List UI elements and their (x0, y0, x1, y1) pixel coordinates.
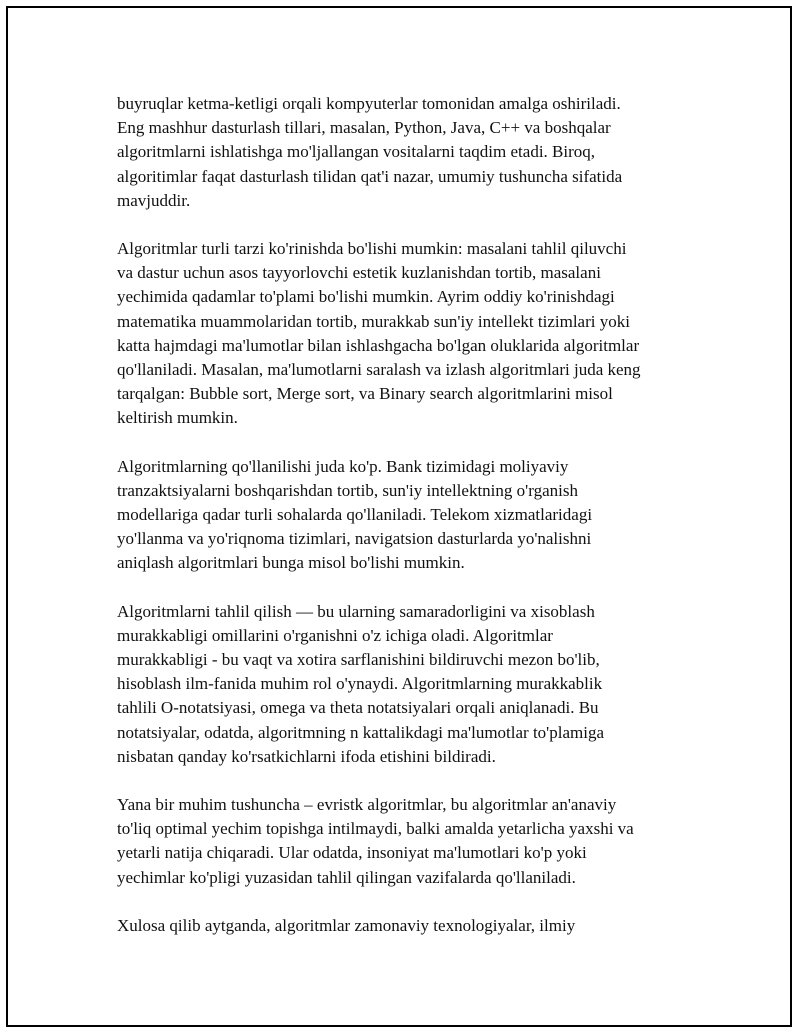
paragraph-algorithm-analysis (117, 600, 692, 769)
text-line: yechimida qadamlar to'plami bo'lishi mumkin. Ayrim oddiy ko'rinishdagi (117, 287, 615, 307)
text-line: to'liq optimal yechim topishga intilmaydi, balki amalda yetarlicha yaxshi va (117, 819, 634, 839)
text-line: qo'llaniladi. Masalan, ma'lumotlarni saralash va izlash algoritmlari juda keng (117, 360, 641, 380)
text-line: keltirish mumkin. (117, 408, 238, 428)
text-line: mavjuddir. (117, 190, 191, 210)
text-line: notatsiyalar, odatda, algoritmning n kattalikdagi ma'lumotlar to'plamiga (117, 722, 604, 742)
text-line: va dastur uchun asos tayyorlovchi estetik kuzlanishdan tortib, masalani (117, 263, 601, 283)
paragraph-algorithm-implementation (117, 92, 692, 213)
paragraph-conclusion (117, 914, 692, 938)
text-line: algoritimlar faqat dasturlash tilidan qat'i nazar, umumiy tushuncha sifatida (117, 166, 623, 186)
text-line: tarqalgan: Bubble sort, Merge sort, va Binary search algoritmlarini misol (117, 384, 613, 404)
text-line: Xulosa qilib aytganda, algoritmlar zamonaviy texnologiyalar, ilmiy (117, 915, 576, 935)
text-line: yo'llanma va yo'riqnoma tizimlari, navigatsion dasturlarda yo'nalishni (117, 529, 592, 549)
text-line: hisoblash ilm-fanida muhim rol o'ynaydi. Algoritmlarning murakkablik (117, 674, 603, 694)
text-line: Algoritmlarning qo'llanilishi juda ko'p. Bank tizimidagi moliyaviy (117, 456, 569, 476)
text-line: algoritmlarni ishlatishga mo'ljallangan vositalarni taqdim etadi. Biroq, (117, 142, 596, 162)
text-line: aniqlash algoritmlari bunga misol bo'lishi mumkin. (117, 553, 465, 573)
document-body (117, 92, 692, 962)
text-line: matematika muammolaridan tortib, murakkab sun'iy intellekt tizimlari yoki (117, 311, 630, 331)
text-line: yechimlar ko'pligi yuzasidan tahlil qilingan vazifalarda qo'llaniladi. (117, 867, 576, 887)
text-line: modellariga qadar turli sohalarda qo'llaniladi. Telekom xizmatlaridagi (117, 505, 593, 525)
text-line: Yana bir muhim tushuncha – evristk algoritmlar, bu algoritmlar an'anaviy (117, 795, 617, 815)
paragraph-heuristic-algorithms (117, 793, 692, 890)
text-line: Algoritmlar turli tarzi ko'rinishda bo'lishi mumkin: masalani tahlil qiluvchi (117, 239, 627, 259)
paragraph-algorithm-applications (117, 455, 692, 576)
text-line: Algoritmlarni tahlil qilish — bu ularning samaradorligini va xisoblash (117, 601, 595, 621)
text-line: murakkabligi - bu vaqt va xotira sarflanishini bildiruvchi mezon bo'lib, (117, 650, 600, 670)
paragraph-algorithm-forms (117, 237, 692, 431)
text-line: nisbatan qanday ko'rsatkichlarni ifoda etishini bildiradi. (117, 746, 496, 766)
text-line: tahlili O-notatsiyasi, omega va theta notatsiyalari orqali aniqlanadi. Bu (117, 698, 599, 718)
text-line: tranzaktsiyalarni boshqarishdan tortib, sun'iy intellektning o'rganish (117, 480, 578, 500)
text-line: katta hajmdagi ma'lumotlar bilan ishlashgacha bo'lgan oluklarida algoritmlar (117, 335, 640, 355)
text-line: murakkabligi omillarini o'rganishni o'z ichiga oladi. Algoritmlar (117, 625, 553, 645)
text-line: buyruqlar ketma-ketligi orqali kompyuterlar tomonidan amalga oshiriladi. (117, 94, 621, 113)
text-line: yetarli natija chiqaradi. Ular odatda, insoniyat ma'lumotlari ko'p yoki (117, 843, 587, 863)
text-line: Eng mashhur dasturlash tillari, masalan, Python, Java, C++ va boshqalar (117, 118, 611, 138)
